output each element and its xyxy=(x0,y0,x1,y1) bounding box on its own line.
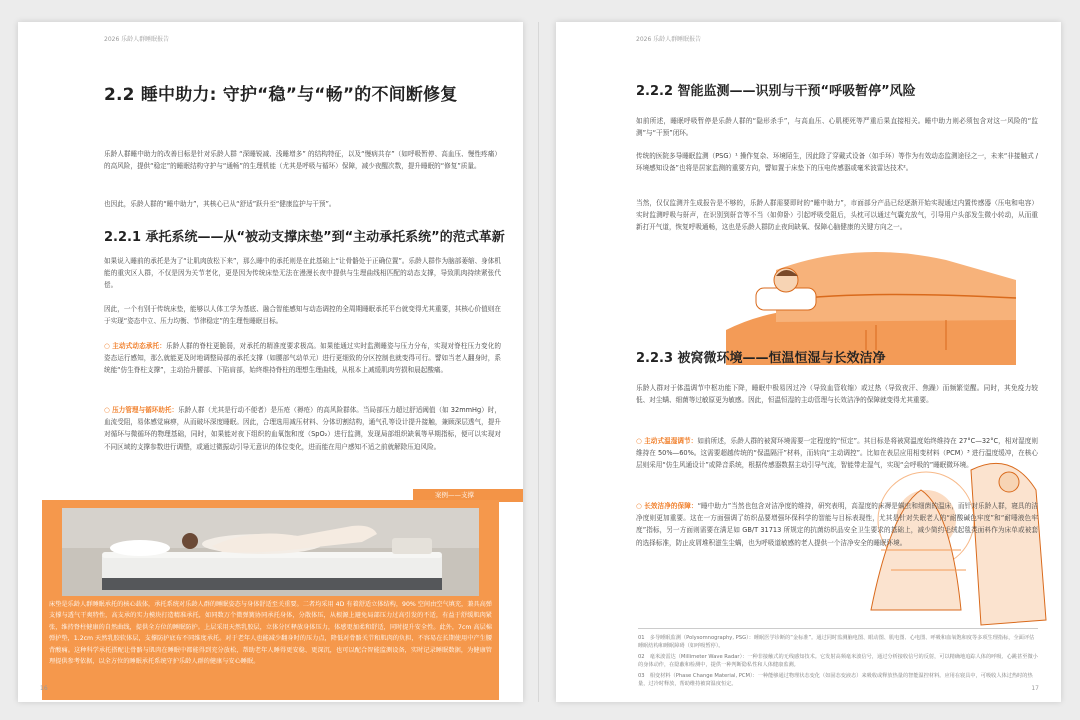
footnote-1: 01 多导睡眠监测（Polysomnography, PSG）：睡眠医学诊断的“金标准”。通过同时监测脑电图、眼动图、肌电图、心电图、呼吸和血氧饱和度等多项生理指标，全面评估睡眠结构和睡眠障碍（如呼吸暂停）。 xyxy=(638,635,1035,650)
page-title: 2.2 睡中助力: 守护“稳”与“畅”的不间断修复 xyxy=(104,85,458,105)
bullet-label: ○ 主动式动态承托： xyxy=(104,342,166,350)
bullet-pressure-management xyxy=(104,404,501,453)
sleeping-person-illustration xyxy=(716,210,1036,365)
bullet-text: 如前所述，乐龄人群的被窝环境需要一定程度的“恒定”。其目标是将被窝温度始终维持在 27°C—32°C，相对湿度则维持在 50%—60%。这需要超越传统的“保温隔汗”材料，而转向“主动调控”。比如在表层应用相变材料（PCM）³ 进行温度缓冲，在核心层则采用“仿生风通设计”或降音系统，根据传感器数据主动引导气流，智能带走湿气，实现“会呼吸的”睡眠微环境。 xyxy=(636,437,1038,470)
left-page xyxy=(18,22,523,702)
footnote-3: 03 相变材料（Phase Change Material, PCM）：一种能够通过物理状态变化（如固态变液态）来吸收或释放热量的智能温控材料。应用在寝具中，可吸收人体过热时的热量，过冷时释放，帮助维持被窝温度恒定。 xyxy=(638,673,1033,688)
case-tab: 案例——支撑 xyxy=(413,489,523,502)
bullet-cleanliness xyxy=(636,500,1038,549)
mattress-photo-illustration xyxy=(62,508,479,596)
running-header-right: 2026 乐龄人群睡眠报告 xyxy=(636,36,702,43)
intro-paragraph: 乐龄人群睡中助力的改善目标是针对乐龄人群 “深睡锐减、浅睡增多” 的结构特征，以及“慢病共存”（如呼吸暂停、高血压、慢性疼痛）的高风险，提供“稳定”的睡眠结构守护与“通畅”的生理机能（尤其是呼吸与循环）保障，减少夜醒次数，提升睡眠的“修复”质量。 xyxy=(104,150,501,171)
support-paragraph-1: 如果说入睡前的承托是为了“让肌肉放松下来”，那么睡中的承托则是在此基础上“让骨骼处于正确位置”。乐龄人群作为脑部萎缩、身体机能的重灾区人群，不仅是因为关节老化，更是因为传统床垫无法在漫漫长夜中提供与生理曲线相匹配的动态支撑，导致肌肉持续紧张代偿。 xyxy=(104,257,501,290)
running-header-left: 2026 乐龄人群睡眠报告 xyxy=(104,36,170,43)
footnote-2: 02 毫米波雷达（Millimeter Wave Radar）：一种非接触式的无线感知技术。它发射高频毫米波信号，通过分析接收信号的反射，可以精确地追踪人体的呼吸、心跳甚至微小的身体动作，在隐蔽和检测中，提供一种判断隐私性和人体健康监测。 xyxy=(638,654,1038,669)
bullet-label: ○ 压力管理与循环助托： xyxy=(104,406,179,414)
support-paragraph-2: 因此，一个有别于传统床垫，能够以人体工学为基底、融合智能感知与动态调控的全周期睡眠承托平台就变得尤其重要，其核心价值则在于实现“姿态中立、压力均衡、节律稳定”的生理性睡眠目标。 xyxy=(104,305,501,326)
case-caption: 床垫是乐龄人群睡眠承托的核心载体，承托系统对乐龄人群的睡眠姿态与身体舒适至关重要。二者均采用 4D 有着舒适立体结构，90% 空间由空气填充，兼具高弹支撑与透气干爽特性，高支承的实力模块打造精准承托，如同数万个微弹簧协同承托身体，分散体压，从根源上避免局部压力过高引发的不适，有益于舒缓肌肉紧张，维持脊柱健康的自然曲线，提供全方位的睡眠防护。上层采用天然乳胶层，立体分区释放身体压力，体感更加柔和舒适，同时提升安全性。此外，7cm 高层棉弹护垫，1.2cm 天然乳胶软体层，支撑防护底布不同维度承托。对于老年人也能减少翻身时的压力点，降低对骨骼关节和肌肉的负担，不容易在长期使用中产生腰背酸痛。这种科学承托搭配让骨骼与肌肉在睡眠中都能得到充分放松，帮助老年人睡得更安稳、更深沉，也可以配合智能监测设备，实时记录睡眠数据，为健康管理提供参考依据，以全方位的睡眠承托系统守护乐龄人群的健康与安心睡眠。 xyxy=(49,601,492,666)
bullet-text: 乐龄人群（尤其是行动不便者）是压疮（褥疮）的高风险群体。当局部压力超过舒适阈值（如 32mmHg）时，血流受阻，易体感觉麻痹，从而破坏深度睡眠。因此，合理选用减压材料、分体切割结构，通气孔等设计提升接触，兼顾深层透气，提升对循环与微循环的物理基础，同时，如果能对夜下组织的血氧饱和度（SpO₂）进行监测，发现局部组织缺氧等早期指标，便可以实现对不同区域的支撑参数进行调整，或通过微振动引导无意识的体位变化，进而能在用户感知不适之前就解除压迫风险。 xyxy=(104,406,501,451)
bullet-label: ○ 主动式温湿调节： xyxy=(636,437,698,445)
page-number-left: 16 xyxy=(40,685,48,692)
monitoring-paragraph-3: 当然，仅仅监测并生成报告是不够的，乐龄人群需要即时的“睡中助力”，市面部分产品已经逐渐开始实现通过内置传感器（压电和电容）实时监测呼吸与鼾声，在识别到鼾音等不当（如仰卧）引起呼吸受阻后，头枕可以通过气囊充放气，引导用户头部发生微小转动，从而重新打开气道，恢复呼吸通畅，这也是乐龄人群防止夜间缺氧、保障心脑健康的关键方向之一。 xyxy=(636,199,1038,232)
footnote-divider xyxy=(638,628,1038,629)
monitoring-paragraph-1: 如前所述，睡眠呼吸暂停是乐龄人群的“隐形杀手”，与高血压、心肌梗死等严重后果直接相关。睡中助力则必须包含对这一风险的“监测”与“干预”闭环。 xyxy=(636,117,1038,138)
section-heading-2-2-2: 2.2.2 智能监测——识别与干预“呼吸暂停”风险 xyxy=(636,84,916,99)
bullet-active-support xyxy=(104,340,501,377)
microenv-paragraph: 乐龄人群对于体温调节中枢功能下降，睡眠中极易因过冷（导致血管收缩）或过热（导致夜汗、焦躁）而频繁觉醒。同时，其免疫力较低、对尘螨、细菌等过敏原更为敏感。因此，恒温恒湿的主动管理与长效洁净的保障就变得尤其重要。 xyxy=(636,384,1038,405)
section-heading-2-2-3: 2.2.3 被窝微环境——恒温恒湿与长效洁净 xyxy=(636,351,886,366)
intro-summary: 也因此，乐龄人群的“睡中助力”，其核心已从“舒适”跃升至“健康监护与干预”。 xyxy=(104,200,336,208)
mattress-photo xyxy=(62,508,479,596)
bullet-text: “睡中助力”当然也包含对洁净度的维持，研究表明，高湿度的床褥是螨虫和细菌的温床，而针对乐龄人群，寝具的洁净度则更加重要。这在一方面强调了纺织品要增强环保科学的智能与目标表现性，尤其是针对失眠老人的“耐酸碱色牢度”和“耐唾液色牢度”指标，另一方面则需要在满足如 GB/T 31713 所规定的抗菌纺织品安全卫生要求的基础上，减少简约毛绒起毯类面料作为床单或被套的选择标准，防止皮屑堆积滋生尘螨，也为呼吸道敏感的老人提供一个洁净安全的睡眠环境。 xyxy=(636,502,1038,547)
right-page xyxy=(556,22,1061,702)
page-number-right: 17 xyxy=(1031,685,1039,692)
section-heading-2-2-1: 2.2.1 承托系统——从“被动支撑床垫”到“主动承托系统”的范式革新 xyxy=(104,230,505,245)
book-spine xyxy=(538,22,539,702)
monitoring-paragraph-2: 传统的医院多导睡眠监测（PSG）¹ 操作复杂、环境陌生，因此除了穿戴式设备（如手环）等作为有效动态监测途径之一，未来“非接触式 / 环境感知设备”也将是居家监测的重要方向，譬如置于床垫下的压电传感器或毫米波雷达技术²。 xyxy=(636,152,1038,173)
bullet-label: ○ 长效洁净的保障： xyxy=(636,502,698,510)
bullet-text: 乐龄人群的脊柱更脆弱，对承托的精准度要求极高。如果能通过实时监测睡姿与压力分布，实现对脊柱压力变化的姿态运行感知，那么就能更及时地调整局部的承托支撑（如腰部气动单元）进行更细致的分区控制也就变得可行。譬如当老人翻身时，系统能“仿生脊柱支撑”，主动抬升腰部、下陷肩部，始终维持脊柱的理想生理曲线，从根本上减缓肌肉劳损和晨起酸痛。 xyxy=(104,342,501,375)
